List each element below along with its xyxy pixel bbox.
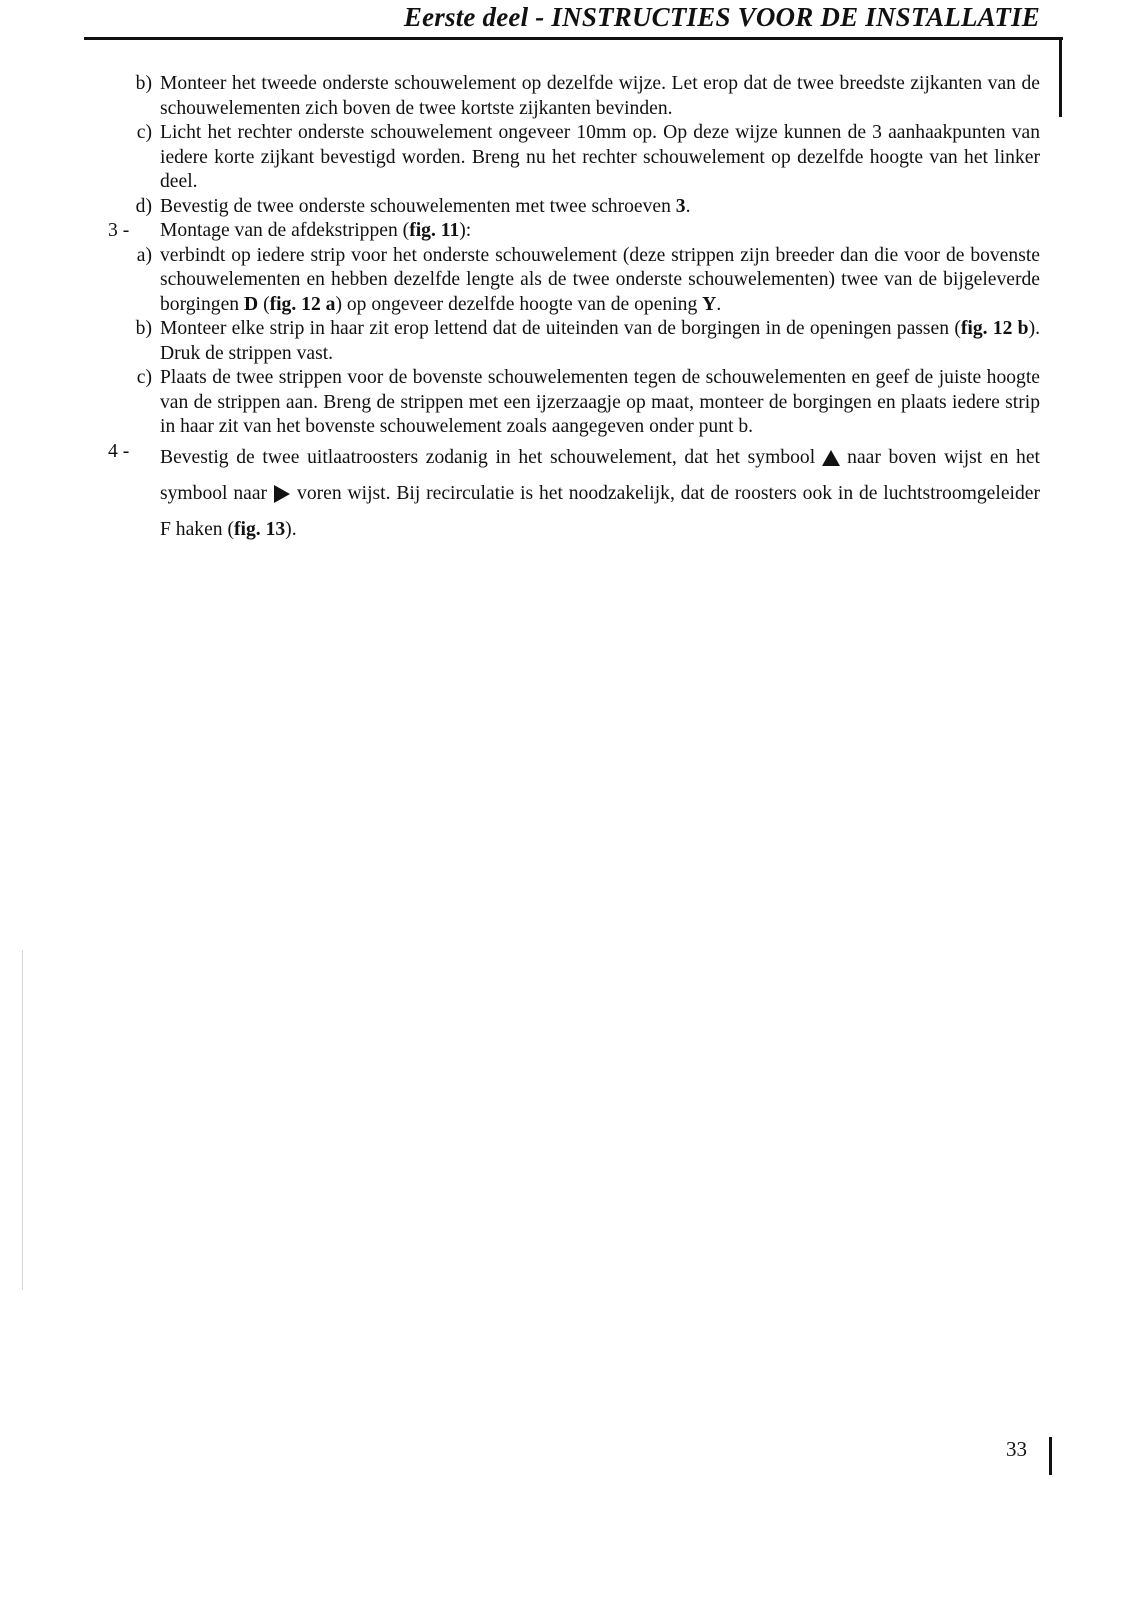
step-c-upper-strips [100, 366, 1040, 440]
margin-rule-top [1059, 37, 1062, 117]
scan-edge-mark [22, 950, 23, 1290]
step-body: verbindt op iedere strip voor het onderste schouwelement (deze strippen zijn breeder dan die voor de bovenste schouwelementen en hebben dezelfde lengte als de twee onderste schouwelementen) twee van de bijgeleverde borgingen [160, 244, 1040, 315]
figure-reference: fig. 11 [409, 220, 460, 241]
header-title: INSTRUCTIES VOOR DE INSTALLATIE [551, 2, 1040, 32]
step-marker: b) [135, 73, 152, 94]
triangle-up-icon [821, 449, 841, 467]
step-b-mount-strips [100, 317, 1040, 366]
section-body-3: voren wijst. Bij recirculatie is het noodzakelijk, dat de roosters ook in de luchtstroomgeleider F haken ( [160, 482, 1040, 540]
section-end: ). [285, 518, 297, 540]
step-body: Bevestig de twee onderste schouwelementen met twee schroeven [160, 195, 671, 217]
step-text: Monteer het tweede onderste schouwelement op dezelfde wijze. Let erop dat de twee breedste zijkanten van de schouwelementen zich boven de twee kortste zijkanten bevinden. [160, 73, 1040, 119]
section-text [160, 440, 1040, 548]
step-end: ). Druk de strippen vast. [160, 318, 1041, 364]
paren-open: ( [263, 293, 270, 315]
step-marker: d) [135, 195, 152, 217]
step-text [160, 244, 1040, 318]
triangle-right-icon [273, 484, 291, 504]
step-b-lower-element [100, 72, 1040, 121]
step-marker: c) [136, 367, 152, 388]
figure-reference: fig. 13 [234, 518, 286, 540]
step-text: Plaats de twee strippen voor de bovenste schouwelementen tegen de schouwelementen en geef de juiste hoogte van de strippen aan. Breng de strippen met een ijzerzaagje op maat, monteer de borgingen en plaats iedere strip in haar zit van het bovenste schouwelement zoals aangegeven onder punt b. [160, 367, 1040, 437]
step-d-fasten-screws [100, 195, 1040, 220]
section-4-outlet-grilles [100, 440, 1040, 548]
step-end: . [685, 195, 691, 217]
step-text [160, 317, 1040, 366]
figure-reference: fig. 12 a [269, 293, 336, 315]
step-body: Monteer elke strip in haar zit erop lettend dat de uiteinden van de borgingen in de openingen passen ( [160, 318, 961, 339]
section-marker: 3 - [108, 220, 130, 241]
instruction-list [100, 72, 1040, 548]
part-reference-d: D [244, 293, 259, 315]
step-marker: b) [135, 318, 152, 339]
section-body-1: Bevestig de twee uitlaatroosters zodanig in het schouwelement, dat het symbool [160, 446, 816, 468]
step-end: . [716, 293, 722, 315]
step-marker: c) [136, 122, 152, 143]
step-c-lift-element [100, 121, 1040, 195]
section-text [160, 219, 1040, 244]
step-middle: ) op ongeveer dezelfde hoogte van de opening [335, 293, 698, 315]
figure-reference: fig. 12 b [960, 318, 1029, 339]
section-marker: 4 - [108, 440, 130, 462]
screw-reference: 3 [675, 195, 686, 217]
section-body: Montage van de afdekstrippen ( [160, 220, 410, 241]
margin-rule-bottom [1049, 1437, 1052, 1475]
page-header [404, 2, 1040, 33]
header-rule [84, 37, 1063, 40]
opening-reference-y: Y [702, 293, 717, 315]
page-number: 33 [1006, 1437, 1027, 1461]
step-marker: a) [136, 244, 152, 266]
section-body-2: naar boven wijst en het symbool naar [160, 446, 1040, 504]
section-end: ): [459, 220, 472, 241]
step-text: Licht het rechter onderste schouwelement ongeveer 10mm op. Op deze wijze kunnen de 3 aanhaakpunten van iedere korte zijkant bevestigd worden. Breng nu het rechter schouwelement op dezelfde hoogte van het linker deel. [160, 122, 1040, 192]
step-text [160, 195, 1040, 220]
header-part: Eerste deel [403, 2, 529, 32]
header-separator: - [528, 2, 552, 32]
step-a-connect-strips [100, 244, 1040, 318]
section-3-cover-strips [100, 219, 1040, 244]
